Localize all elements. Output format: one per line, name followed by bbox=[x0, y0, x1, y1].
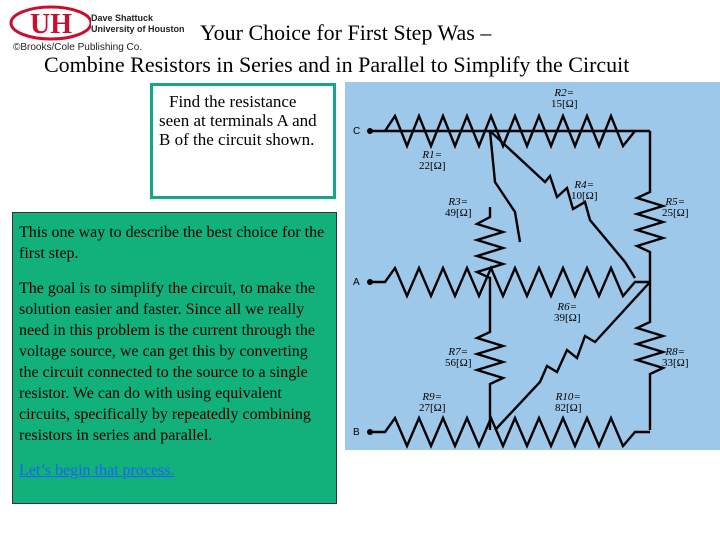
r7-value: 56[Ω] bbox=[445, 357, 472, 369]
r3-value: 49[Ω] bbox=[445, 207, 472, 219]
page-title-line2: Combine Resistors in Series and in Parallel to Simplify the Circuit bbox=[44, 52, 630, 77]
explanation-para-2: The goal is to simplify the circuit, to make the solution easier and faster. Since all we really need in this problem is the current through the voltage source, we can get this by converting the circuit connected to the source to a single resistor. We can do with using equivalent circuits, specifically by repeatedly combining resistors in series and parallel. bbox=[19, 280, 315, 444]
terminal-b-dot bbox=[367, 429, 373, 435]
r3-label bbox=[445, 197, 472, 219]
r2-name: R2= bbox=[554, 87, 575, 99]
page-title-line1: Your Choice for First Step Was – bbox=[200, 20, 492, 45]
circuit-diagram bbox=[345, 82, 720, 450]
question-box bbox=[150, 83, 336, 199]
r5-name: R5= bbox=[665, 196, 686, 208]
r8-name: R8= bbox=[665, 346, 686, 358]
r8-label bbox=[662, 347, 689, 369]
r5-value: 25[Ω] bbox=[662, 207, 689, 219]
explanation-para-1: This one way to describe the best choice for the first step. bbox=[19, 224, 325, 262]
author-name: Dave Shattuck bbox=[91, 13, 154, 23]
publisher-credit: ©Brooks/Cole Publishing Co. bbox=[13, 42, 143, 53]
r2-value: 15[Ω] bbox=[551, 98, 578, 110]
r6-value: 39[Ω] bbox=[554, 312, 581, 324]
terminal-a-dot bbox=[367, 279, 373, 285]
r6-label bbox=[554, 302, 581, 324]
terminal-a-label: A bbox=[353, 277, 360, 288]
r4-label bbox=[571, 180, 598, 202]
r7-label bbox=[445, 347, 472, 369]
r10-label bbox=[555, 392, 582, 414]
terminal-c-dot bbox=[367, 128, 373, 134]
r3-name: R3= bbox=[448, 196, 469, 208]
circuit-wires bbox=[345, 82, 720, 450]
r4-name: R4= bbox=[574, 179, 595, 191]
r6-name: R6= bbox=[557, 301, 578, 313]
terminal-b-label: B bbox=[353, 427, 360, 438]
r7-name: R7= bbox=[448, 346, 469, 358]
r2-label bbox=[551, 88, 578, 110]
r1-value: 22[Ω] bbox=[419, 160, 446, 172]
next-step-link[interactable]: Let’s begin that process. bbox=[19, 462, 175, 479]
r1-label bbox=[419, 150, 446, 172]
uh-mark: UH bbox=[30, 9, 72, 40]
r2-resistor bbox=[370, 116, 650, 146]
terminal-c-label: C bbox=[353, 126, 361, 137]
explanation-box bbox=[12, 212, 337, 504]
r4-value: 10[Ω] bbox=[571, 190, 598, 202]
r5-label bbox=[662, 197, 689, 219]
uh-logo-icon bbox=[5, 4, 91, 44]
r8-value: 33[Ω] bbox=[662, 357, 689, 369]
r9-value: 27[Ω] bbox=[419, 402, 446, 414]
r1-name: R1= bbox=[422, 149, 443, 161]
r10-value: 82[Ω] bbox=[555, 402, 582, 414]
r10-name: R10= bbox=[555, 391, 581, 403]
r9-name: R9= bbox=[422, 391, 443, 403]
publisher-logo bbox=[5, 4, 185, 54]
question-text: Find the resistance seen at terminals A and B of the circuit shown. bbox=[159, 92, 317, 149]
author-affiliation: University of Houston bbox=[91, 24, 185, 34]
r9-label bbox=[419, 392, 446, 414]
